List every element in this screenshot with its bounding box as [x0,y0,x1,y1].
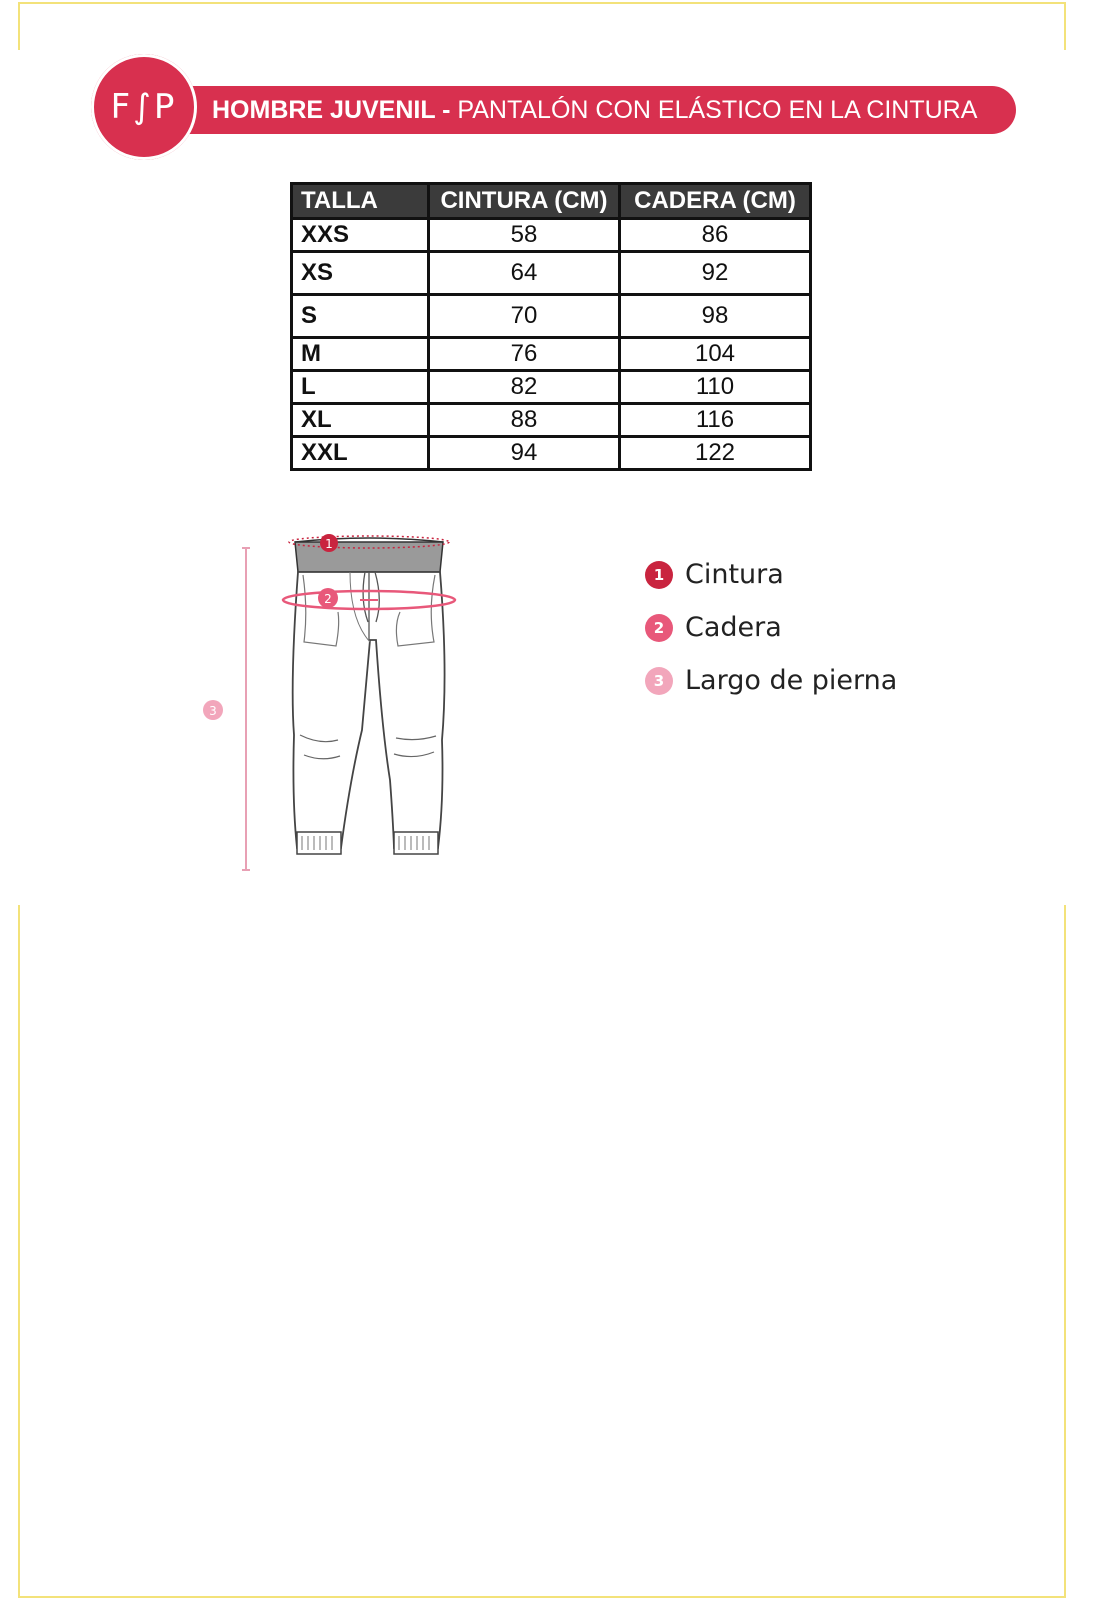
size-cell: M [292,338,429,371]
legend-badge-2: 2 [645,614,673,642]
legend-label-cintura: Cintura [685,559,784,590]
cintura-cell: 82 [429,371,620,404]
cintura-cell: 64 [429,252,620,295]
table-row [292,371,811,404]
measurement-legend [645,548,897,707]
table-row [292,437,811,470]
pants-diagram [200,530,480,880]
frame-bottom [18,1596,1066,1598]
cadera-cell: 116 [620,404,811,437]
left-cuff [297,832,341,854]
table-row [292,252,811,295]
title-strong: HOMBRE JUVENIL - [212,96,451,124]
size-cell: XL [292,404,429,437]
table-row [292,338,811,371]
header-cintura: CINTURA (CM) [429,184,620,219]
brand-logo [91,54,197,160]
table-row [292,295,811,338]
waistband-shape [295,542,443,572]
size-cell: XXL [292,437,429,470]
header-talla: TALLA [292,184,429,219]
cadera-cell: 92 [620,252,811,295]
legend-item-cintura [645,548,897,601]
cintura-cell: 88 [429,404,620,437]
cadera-cell: 86 [620,219,811,252]
table-row [292,404,811,437]
legend-badge-3: 3 [645,667,673,695]
size-table [290,182,812,471]
cintura-cell: 70 [429,295,620,338]
size-cell: XS [292,252,429,295]
legend-label-cadera: Cadera [685,612,782,643]
table-row [292,219,811,252]
frame-top [18,2,1066,4]
page-title [212,93,977,127]
cadera-cell: 122 [620,437,811,470]
legend-item-largo [645,654,897,707]
cintura-cell: 76 [429,338,620,371]
frame-left-upper [18,2,20,50]
cintura-cell: 58 [429,219,620,252]
header-cadera: CADERA (CM) [620,184,811,219]
cadera-cell: 98 [620,295,811,338]
legend-badge-1: 1 [645,561,673,589]
cadera-cell: 110 [620,371,811,404]
marker-3-label: 3 [209,704,217,718]
frame-right-lower [1064,905,1066,1597]
frame-right-upper [1064,2,1066,50]
size-table-header [292,184,811,219]
legend-label-largo: Largo de pierna [685,665,898,696]
marker-1-label: 1 [325,537,333,551]
cadera-cell: 104 [620,338,811,371]
size-cell: XXS [292,219,429,252]
size-cell: S [292,295,429,338]
frame-left-lower [18,905,20,1597]
right-cuff [394,832,438,854]
title-light: PANTALÓN CON ELÁSTICO EN LA CINTURA [457,96,978,124]
cintura-cell: 94 [429,437,620,470]
legend-item-cadera [645,601,897,654]
brand-logo-text: F∫P [110,87,178,127]
size-cell: L [292,371,429,404]
marker-2-label: 2 [324,592,332,606]
